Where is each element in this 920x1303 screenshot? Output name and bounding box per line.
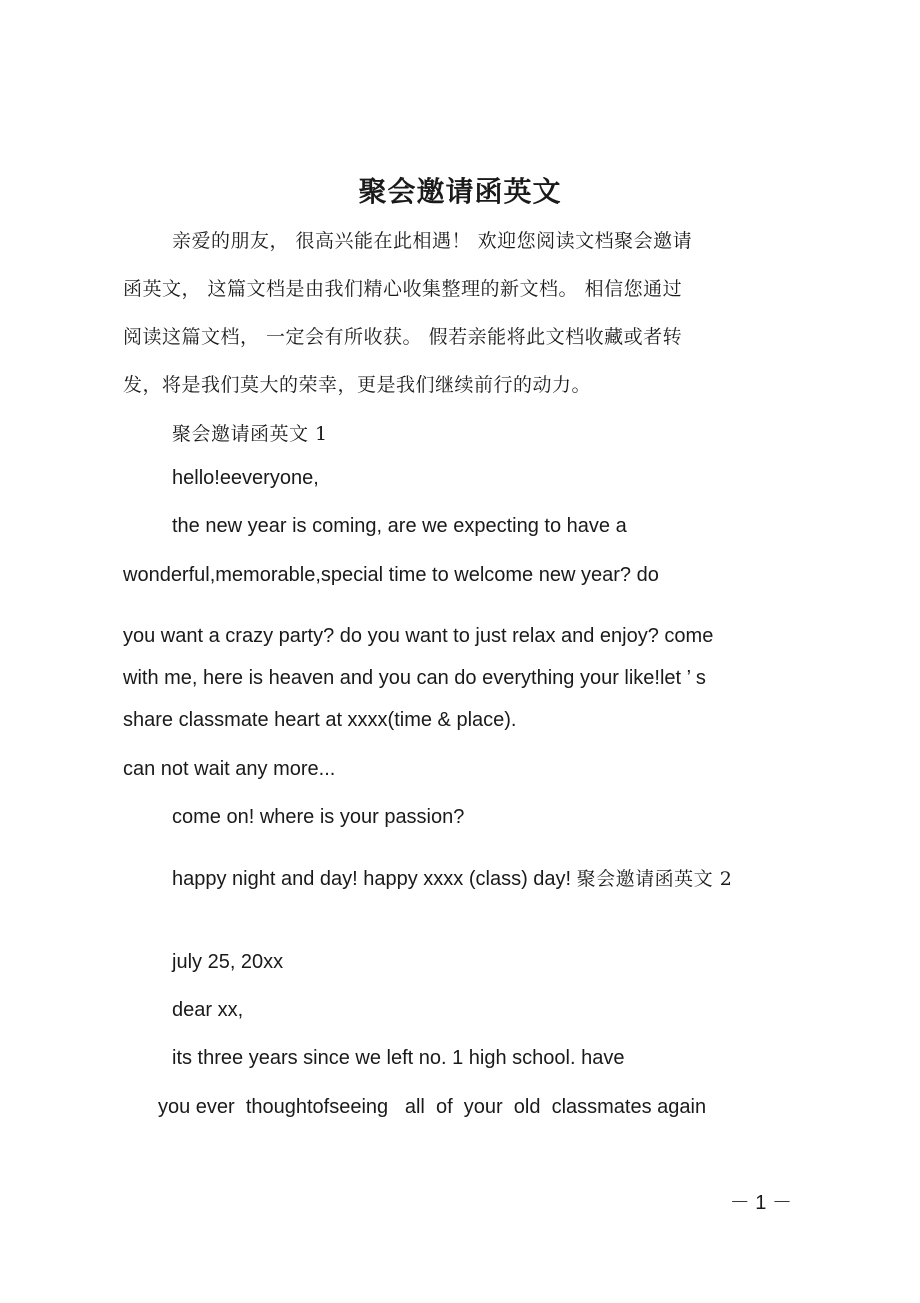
intro-line-4: 发，将是我们莫大的荣幸，更是我们继续前行的动力。 — [123, 374, 592, 396]
letter1-greeting: hello!eeveryone, — [172, 467, 319, 489]
section-heading-2: 聚会邀请函英文 2 — [576, 868, 733, 890]
page-title: 聚会邀请函英文 — [358, 175, 562, 208]
letter2-line-1: its three years since we left no. 1 high school. have — [172, 1047, 625, 1069]
letter1-line-5: share classmate heart at xxxx(time & place). — [123, 709, 517, 731]
intro-line-3: 阅读这篇文档， 一定会有所收获。 假若亲能将此文档收藏或者转 — [123, 326, 683, 348]
intro-line-1: 亲爱的朋友， 很高兴能在此相遇！ 欢迎您阅读文档聚会邀请 — [172, 230, 693, 252]
letter1-closing: happy night and day! happy xxxx (class) day! — [172, 868, 577, 890]
letter2-greeting: dear xx, — [172, 999, 244, 1021]
letter1-line-6: can not wait any more... — [123, 758, 336, 780]
page-number: － 1 － — [729, 1192, 792, 1214]
letter1-line-8 — [172, 864, 732, 891]
letter1-line-2: wonderful,memorable,special time to welcome new year? do — [123, 564, 659, 586]
letter1-line-3: you want a crazy party? do you want to just relax and enjoy? come — [123, 625, 714, 647]
intro-line-2: 函英文， 这篇文档是由我们精心收集整理的新文档。 相信您通过 — [123, 278, 683, 300]
letter1-line-7: come on! where is your passion? — [172, 806, 465, 828]
letter1-line-1: the new year is coming, are we expecting to have a — [172, 515, 627, 537]
letter1-line-4: with me, here is heaven and you can do everything your like!let ’ s — [123, 667, 706, 689]
letter2-line-2: you ever thoughtofseeing all of your old classmates again — [158, 1096, 707, 1118]
section-heading-1: 聚会邀请函英文 1 — [172, 423, 328, 445]
letter2-date: july 25, 20xx — [172, 951, 284, 973]
